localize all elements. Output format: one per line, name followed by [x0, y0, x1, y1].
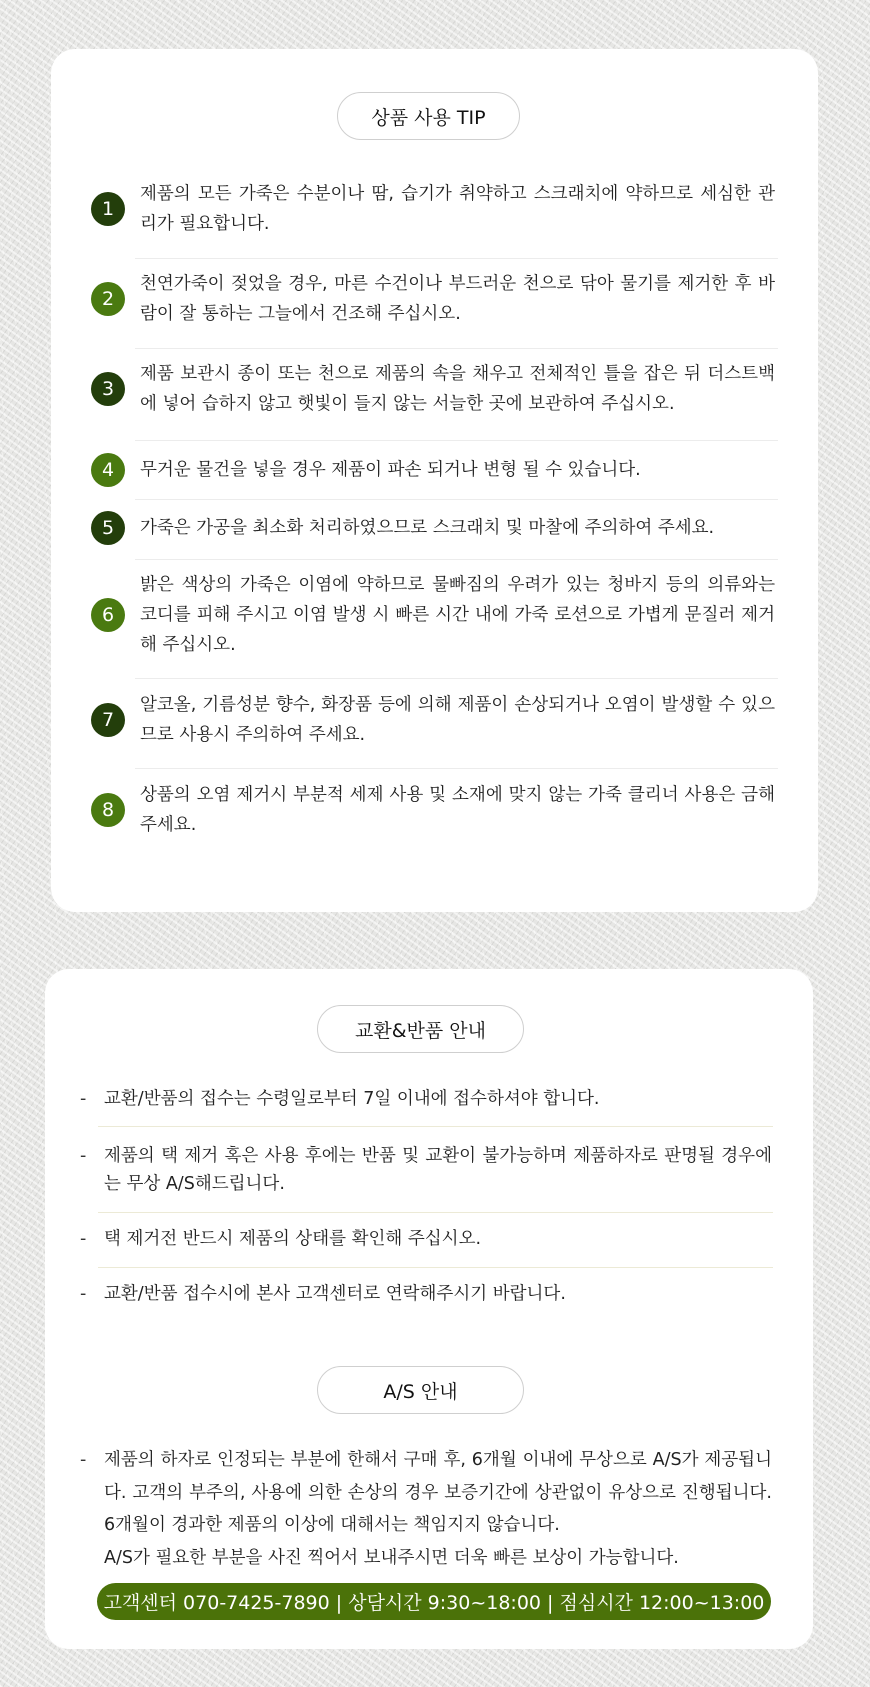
- tip-item-3: [91, 359, 779, 419]
- tip-number-badge: 3: [91, 372, 125, 406]
- tip-number-badge: 7: [91, 703, 125, 737]
- tip-item-7: [91, 690, 779, 750]
- dash-bullet: -: [80, 1450, 87, 1470]
- exchange-item-text: 교환/반품 접수시에 본사 고객센터로 연락해주시기 바랍니다.: [104, 1284, 566, 1304]
- as-item: [80, 1444, 773, 1574]
- tip-divider: [135, 440, 778, 441]
- tip-divider: [135, 499, 778, 500]
- exchange-divider: [98, 1267, 773, 1268]
- tip-text: 제품의 모든 가죽은 수분이나 땀, 습기가 취약하고 스크래치에 약하므로 세심한 관리가 필요합니다.: [140, 184, 775, 234]
- tip-item-6: [91, 570, 779, 660]
- tip-text: 알코올, 기름성분 향수, 화장품 등에 의해 제품이 손상되거나 오염이 발생할 수 있으므로 사용시 주의하여 주세요.: [140, 695, 775, 745]
- tip-item-5: [91, 511, 779, 545]
- tip-divider: [135, 678, 778, 679]
- exchange-item-2: [80, 1142, 773, 1198]
- exchange-item-text: 제품의 택 제거 혹은 사용 후에는 반품 및 교환이 불가능하며 제품하자로 판명될 경우에는 무상 A/S해드립니다.: [104, 1146, 772, 1194]
- dash-bullet: -: [80, 1089, 87, 1109]
- tip-number-badge: 4: [91, 453, 125, 487]
- tip-divider: [135, 559, 778, 560]
- tip-number-badge: 8: [91, 793, 125, 827]
- exchange-as-card: [45, 969, 813, 1649]
- tip-text: 무거운 물건을 넣을 경우 제품이 파손 되거나 변형 될 수 있습니다.: [140, 460, 641, 480]
- exchange-item-text: 택 제거전 반드시 제품의 상태를 확인해 주십시오.: [104, 1229, 482, 1249]
- exchange-item-1: [80, 1085, 773, 1113]
- exchange-item-text: 교환/반품의 접수는 수령일로부터 7일 이내에 접수하셔야 합니다.: [104, 1089, 600, 1109]
- dash-bullet: -: [80, 1284, 87, 1304]
- tip-number-badge: 6: [91, 598, 125, 632]
- usage-tip-title: 상품 사용 TIP: [337, 92, 520, 140]
- tip-text: 가죽은 가공을 최소화 처리하였으므로 스크래치 및 마찰에 주의하여 주세요.: [140, 518, 715, 538]
- tip-number-badge: 5: [91, 511, 125, 545]
- tip-number-badge: 2: [91, 282, 125, 316]
- tip-item-1: [91, 179, 779, 239]
- dash-bullet: -: [80, 1146, 87, 1166]
- as-info-title: A/S 안내: [317, 1366, 524, 1414]
- tip-divider: [135, 768, 778, 769]
- tip-text: 천연가죽이 젖었을 경우, 마른 수건이나 부드러운 천으로 닦아 물기를 제거한 후 바람이 잘 통하는 그늘에서 건조해 주십시오.: [140, 274, 775, 324]
- exchange-item-3: [80, 1225, 773, 1253]
- tip-divider: [135, 258, 778, 259]
- tip-divider: [135, 348, 778, 349]
- exchange-item-4: [80, 1280, 773, 1308]
- exchange-return-title: 교환&반품 안내: [317, 1005, 524, 1053]
- tip-text: 제품 보관시 종이 또는 천으로 제품의 속을 채우고 전체적인 틀을 잡은 뒤 더스트백에 넣어 습하지 않고 햇빛이 들지 않는 서늘한 곳에 보관하여 주십시오.: [140, 364, 775, 414]
- tip-item-4: [91, 453, 779, 487]
- as-item-text: [104, 1444, 772, 1574]
- tip-number-badge: 1: [91, 192, 125, 226]
- tip-text: 상품의 오염 제거시 부분적 세제 사용 및 소재에 맞지 않는 가죽 클리너 사용은 금해 주세요.: [140, 785, 775, 835]
- exchange-divider: [98, 1126, 773, 1127]
- as-paragraph-2: A/S가 필요한 부분을 사진 찍어서 보내주시면 더욱 빠른 보상이 가능합니다.: [104, 1547, 679, 1568]
- tip-item-2: [91, 269, 779, 329]
- dash-bullet: -: [80, 1229, 87, 1249]
- tip-text: 밝은 색상의 가죽은 이염에 약하므로 물빠짐의 우려가 있는 청바지 등의 의류와는 코디를 피해 주시고 이염 발생 시 빠른 시간 내에 가죽 로션으로 가볍게 문질러 제거해 주십시오.: [140, 575, 775, 655]
- customer-center-bar: 고객센터 070-7425-7890 | 상담시간 9:30~18:00 | 점심시간 12:00~13:00: [97, 1583, 771, 1620]
- as-paragraph: 제품의 하자로 인정되는 부분에 한해서 구매 후, 6개월 이내에 무상으로 A/S가 제공됩니다. 고객의 부주의, 사용에 의한 손상의 경우 보증기간에 상관없이 유상으로 진행됩니다. 6개월이 경과한 제품의 이상에 대해서는 책임지지 않습니다.: [104, 1450, 772, 1535]
- usage-tip-card: [51, 49, 818, 912]
- exchange-divider: [98, 1212, 773, 1213]
- tip-item-8: [91, 780, 779, 840]
